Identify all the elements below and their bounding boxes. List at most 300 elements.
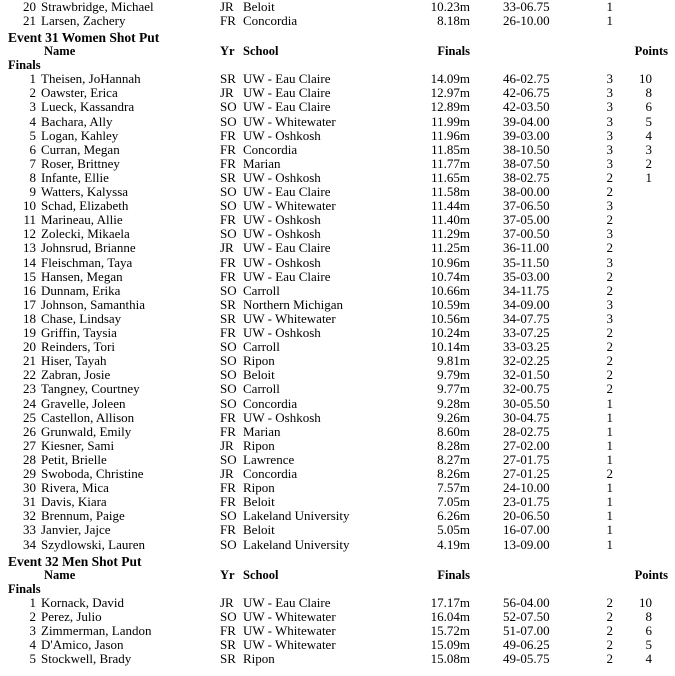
year-cell: JR: [220, 594, 234, 610]
header-points: Points: [634, 567, 668, 582]
finals-mark: 11.29m: [431, 226, 470, 242]
finals-mark: 15.09m: [430, 636, 470, 652]
result-row: [0, 270, 675, 284]
place-cell: 15: [23, 268, 36, 284]
points-cell: 4: [645, 651, 652, 666]
result-row: [0, 523, 675, 537]
year-cell: FR: [220, 480, 236, 496]
athlete-name: Zabran, Josie: [41, 367, 111, 383]
place-cell: 1: [29, 71, 36, 87]
result-row: [0, 100, 675, 114]
athlete-name: Szydlowski, Lauren: [41, 536, 145, 552]
finals-mark: 11.85m: [431, 141, 470, 157]
school-cell: Lakeland University: [243, 536, 350, 552]
athlete-name: Roser, Brittney: [41, 155, 120, 171]
athlete-name: Davis, Kiara: [41, 494, 107, 510]
athlete-name: Stockwell, Brady: [41, 651, 132, 666]
year-cell: SO: [220, 282, 237, 298]
athlete-name: Zolecki, Mikaela: [41, 226, 130, 242]
header-name: Name: [44, 44, 76, 59]
school-cell: Beloit: [243, 522, 275, 538]
school-cell: UW - Whitewater: [243, 113, 336, 129]
result-row: [0, 610, 675, 624]
flight-cell: 1: [606, 409, 613, 425]
school-cell: Ripon: [243, 437, 275, 453]
place-cell: 1: [29, 594, 36, 610]
athlete-name: Griffin, Taysia: [41, 325, 117, 340]
place-cell: 20: [23, 339, 36, 355]
year-cell: FR: [220, 409, 236, 425]
result-row: [0, 652, 675, 666]
school-cell: Ripon: [243, 651, 275, 666]
flight-cell: 2: [606, 339, 613, 355]
english-mark: 13-09.00: [503, 536, 550, 552]
school-cell: Lakeland University: [243, 508, 350, 524]
place-cell: 21: [23, 13, 36, 29]
column-header-row: [0, 568, 675, 582]
english-mark: 49-06.25: [503, 636, 550, 652]
english-mark: 34-07.75: [503, 310, 550, 326]
year-cell: SO: [220, 113, 237, 129]
result-row: [0, 354, 675, 368]
athlete-name: Tangney, Courtney: [41, 381, 140, 397]
athlete-name: Reinders, Tori: [41, 339, 115, 355]
result-row: [0, 241, 675, 255]
athlete-name: Kiesner, Sami: [41, 437, 115, 453]
school-cell: UW - Oshkosh: [243, 325, 321, 340]
year-cell: SR: [220, 71, 236, 87]
result-row: [0, 157, 675, 171]
english-mark: 39-04.00: [503, 113, 550, 129]
points-cell: 6: [645, 622, 652, 638]
english-mark: 39-03.00: [503, 127, 550, 143]
place-cell: 4: [29, 636, 36, 652]
school-cell: UW - Eau Claire: [243, 71, 331, 87]
place-cell: 2: [29, 608, 36, 624]
flight-cell: 1: [606, 494, 613, 510]
place-cell: 10: [23, 198, 36, 214]
event-title: Event 32 Men Shot Put: [8, 553, 142, 569]
points-cell: 4: [645, 127, 652, 143]
school-cell: Marian: [243, 423, 281, 439]
school-cell: Carroll: [243, 339, 280, 355]
flight-cell: 2: [606, 636, 613, 652]
athlete-name: Kornack, David: [41, 594, 125, 610]
place-cell: 17: [23, 296, 36, 312]
flight-cell: 1: [606, 508, 613, 524]
athlete-name: Perez, Julio: [41, 608, 102, 624]
year-cell: JR: [220, 0, 234, 14]
header-finals: Finals: [437, 567, 470, 582]
year-cell: FR: [220, 212, 236, 228]
athlete-name: Hiser, Tayah: [41, 353, 107, 369]
english-mark: 42-06.75: [503, 85, 550, 101]
result-row: [0, 411, 675, 425]
event-title: Event 31 Women Shot Put: [8, 30, 160, 46]
year-cell: SO: [220, 367, 237, 383]
year-cell: FR: [220, 522, 236, 538]
english-mark: 38-00.00: [503, 184, 550, 199]
finals-mark: 11.65m: [431, 169, 470, 185]
english-mark: 37-06.50: [503, 198, 550, 214]
points-cell: 10: [639, 71, 652, 87]
english-mark: 20-06.50: [503, 508, 550, 524]
header-yr: Yr: [220, 44, 235, 59]
place-cell: 32: [23, 508, 36, 524]
finals-mark: 11.96m: [431, 127, 470, 143]
year-cell: FR: [220, 622, 236, 638]
finals-mark: 6.26m: [437, 508, 470, 524]
athlete-name: Johnson, Samanthia: [41, 296, 145, 312]
points-cell: 8: [645, 608, 652, 624]
finals-mark: 10.14m: [430, 339, 470, 355]
school-cell: Ripon: [243, 353, 275, 369]
flight-cell: 3: [606, 226, 613, 242]
result-row: [0, 14, 675, 28]
athlete-name: Curran, Megan: [41, 141, 120, 157]
place-cell: 22: [23, 367, 36, 383]
flight-cell: 1: [606, 437, 613, 453]
school-cell: UW - Eau Claire: [243, 594, 331, 610]
result-row: [0, 256, 675, 270]
place-cell: 8: [29, 169, 36, 185]
school-cell: UW - Eau Claire: [243, 268, 331, 284]
english-mark: 49-05.75: [503, 651, 550, 666]
athlete-name: Theisen, JoHannah: [41, 71, 141, 87]
athlete-name: Oawster, Erica: [41, 85, 118, 101]
result-row: [0, 284, 675, 298]
english-mark: 27-01.25: [503, 466, 550, 481]
result-row: [0, 227, 675, 241]
school-cell: Concordia: [243, 395, 298, 411]
school-cell: UW - Whitewater: [243, 198, 336, 214]
flight-cell: 3: [606, 198, 613, 214]
english-mark: 33-03.25: [503, 339, 550, 355]
english-mark: 38-10.50: [503, 141, 550, 157]
athlete-name: Petit, Brielle: [41, 451, 107, 467]
place-cell: 20: [23, 0, 36, 14]
finals-mark: 9.77m: [437, 381, 470, 397]
school-cell: UW - Eau Claire: [243, 184, 331, 199]
place-cell: 7: [29, 155, 36, 171]
english-mark: 27-01.75: [503, 451, 550, 467]
finals-mark: 17.17m: [430, 594, 470, 610]
english-mark: 37-00.50: [503, 226, 550, 242]
finals-mark: 16.04m: [430, 608, 470, 624]
flight-cell: 2: [606, 282, 613, 298]
year-cell: SO: [220, 608, 237, 624]
year-cell: SO: [220, 198, 237, 214]
place-cell: 34: [23, 536, 36, 552]
english-mark: 42-03.50: [503, 99, 550, 115]
flight-cell: 2: [606, 651, 613, 666]
year-cell: FR: [220, 127, 236, 143]
result-row: [0, 638, 675, 652]
finals-mark: 8.27m: [437, 451, 470, 467]
school-cell: Concordia: [243, 466, 298, 481]
school-cell: UW - Oshkosh: [243, 254, 321, 270]
english-mark: 52-07.50: [503, 608, 550, 624]
finals-mark: 11.99m: [431, 113, 470, 129]
place-cell: 3: [29, 99, 36, 115]
english-mark: 30-05.50: [503, 395, 550, 411]
finals-mark: 8.60m: [437, 423, 470, 439]
english-mark: 51-07.00: [503, 622, 550, 638]
year-cell: SO: [220, 508, 237, 524]
place-cell: 33: [23, 522, 36, 538]
result-row: [0, 425, 675, 439]
school-cell: UW - Oshkosh: [243, 169, 321, 185]
flight-cell: 3: [606, 127, 613, 143]
finals-mark: 8.28m: [437, 437, 470, 453]
place-cell: 11: [23, 212, 36, 228]
result-row: [0, 495, 675, 509]
year-cell: SO: [220, 184, 237, 199]
finals-mark: 11.58m: [431, 184, 470, 199]
finals-mark: 9.81m: [437, 353, 470, 369]
place-cell: 21: [23, 353, 36, 369]
place-cell: 18: [23, 310, 36, 326]
result-row: [0, 213, 675, 227]
english-mark: 35-03.00: [503, 268, 550, 284]
place-cell: 27: [23, 437, 36, 453]
school-cell: Carroll: [243, 381, 280, 397]
english-mark: 28-02.75: [503, 423, 550, 439]
athlete-name: Logan, Kahley: [41, 127, 119, 143]
english-mark: 34-09.00: [503, 296, 550, 312]
year-cell: FR: [220, 254, 236, 270]
flight-cell: 2: [606, 353, 613, 369]
result-row: [0, 115, 675, 129]
flight-cell: 1: [606, 480, 613, 496]
finals-mark: 12.97m: [430, 85, 470, 101]
english-mark: 16-07.00: [503, 522, 550, 538]
english-mark: 46-02.75: [503, 71, 550, 87]
flight-cell: 2: [606, 184, 613, 199]
header-points: Points: [634, 44, 668, 59]
athlete-name: Lueck, Kassandra: [41, 99, 135, 115]
column-header-row: [0, 44, 675, 58]
school-cell: Lawrence: [243, 451, 295, 467]
english-mark: 35-11.50: [503, 254, 550, 270]
athlete-name: Johnsrud, Brianne: [41, 240, 136, 256]
athlete-name: Swoboda, Christine: [41, 466, 144, 481]
school-cell: UW - Whitewater: [243, 622, 336, 638]
flight-cell: 1: [606, 13, 613, 29]
school-cell: UW - Oshkosh: [243, 212, 321, 228]
place-cell: 28: [23, 451, 36, 467]
english-mark: 33-06.75: [503, 0, 550, 14]
year-cell: FR: [220, 423, 236, 439]
year-cell: FR: [220, 155, 236, 171]
flight-cell: 3: [606, 71, 613, 87]
english-mark: 32-02.25: [503, 353, 550, 369]
athlete-name: Hansen, Megan: [41, 268, 123, 284]
points-cell: 1: [645, 169, 652, 185]
flight-cell: 2: [606, 381, 613, 397]
finals-mark: 10.66m: [430, 282, 470, 298]
school-cell: UW - Oshkosh: [243, 409, 321, 425]
year-cell: SR: [220, 169, 236, 185]
points-cell: 5: [645, 113, 652, 129]
place-cell: 4: [29, 113, 36, 129]
points-cell: 10: [639, 594, 652, 610]
finals-mark: 10.56m: [430, 310, 470, 326]
year-cell: FR: [220, 325, 236, 340]
school-cell: Beloit: [243, 367, 275, 383]
flight-cell: 2: [606, 466, 613, 481]
year-cell: SR: [220, 651, 236, 666]
header-finals: Finals: [437, 44, 470, 59]
school-cell: Marian: [243, 155, 281, 171]
place-cell: 9: [29, 184, 36, 199]
athlete-name: Dunnam, Erika: [41, 282, 121, 298]
place-cell: 6: [29, 141, 36, 157]
section-label: Finals: [8, 581, 41, 596]
place-cell: 3: [29, 622, 36, 638]
result-row: [0, 0, 675, 14]
header-school: School: [243, 567, 279, 582]
year-cell: FR: [220, 268, 236, 284]
finals-mark: 14.09m: [430, 71, 470, 87]
athlete-name: Infante, Ellie: [41, 169, 109, 185]
finals-mark: 9.79m: [437, 367, 470, 383]
school-cell: UW - Oshkosh: [243, 127, 321, 143]
place-cell: 25: [23, 409, 36, 425]
flight-cell: 2: [606, 608, 613, 624]
place-cell: 19: [23, 325, 36, 340]
result-row: [0, 596, 675, 610]
place-cell: 16: [23, 282, 36, 298]
finals-mark: 5.05m: [437, 522, 470, 538]
place-cell: 2: [29, 85, 36, 101]
flight-cell: 3: [606, 99, 613, 115]
finals-mark: 11.77m: [431, 155, 470, 171]
english-mark: 33-07.25: [503, 325, 550, 340]
school-cell: UW - Whitewater: [243, 310, 336, 326]
school-cell: Concordia: [243, 13, 298, 29]
flight-cell: 3: [606, 155, 613, 171]
athlete-name: Watters, Kalyssa: [41, 184, 129, 199]
place-cell: 30: [23, 480, 36, 496]
result-row: [0, 481, 675, 495]
finals-mark: 8.26m: [437, 466, 470, 481]
athlete-name: Marineau, Allie: [41, 212, 123, 228]
header-name: Name: [44, 567, 76, 582]
athlete-name: Strawbridge, Michael: [41, 0, 154, 14]
result-row: [0, 467, 675, 481]
flight-cell: 3: [606, 113, 613, 129]
english-mark: 37-05.00: [503, 212, 550, 228]
result-row: [0, 538, 675, 552]
english-mark: 24-10.00: [503, 480, 550, 496]
athlete-name: Zimmerman, Landon: [41, 622, 152, 638]
place-cell: 12: [23, 226, 36, 242]
school-cell: Beloit: [243, 494, 275, 510]
place-cell: 23: [23, 381, 36, 397]
finals-mark: 15.08m: [430, 651, 470, 666]
school-cell: UW - Eau Claire: [243, 240, 331, 256]
school-cell: Carroll: [243, 282, 280, 298]
year-cell: JR: [220, 437, 234, 453]
year-cell: SO: [220, 536, 237, 552]
flight-cell: 3: [606, 310, 613, 326]
flight-cell: 3: [606, 254, 613, 270]
finals-mark: 15.72m: [430, 622, 470, 638]
flight-cell: 1: [606, 395, 613, 411]
english-mark: 34-11.75: [503, 282, 550, 298]
athlete-name: D'Amico, Jason: [41, 636, 124, 652]
school-cell: Beloit: [243, 0, 275, 14]
finals-mark: 10.59m: [430, 296, 470, 312]
english-mark: 27-02.00: [503, 437, 550, 453]
year-cell: SO: [220, 451, 237, 467]
flight-cell: 3: [606, 141, 613, 157]
year-cell: FR: [220, 13, 236, 29]
place-cell: 24: [23, 395, 36, 411]
year-cell: SO: [220, 339, 237, 355]
flight-cell: 2: [606, 594, 613, 610]
athlete-name: Gravelle, Joleen: [41, 395, 126, 411]
finals-mark: 7.57m: [437, 480, 470, 496]
result-row: [0, 72, 675, 86]
finals-mark: 11.44m: [431, 198, 470, 214]
points-cell: 6: [645, 99, 652, 115]
finals-mark: 10.23m: [430, 0, 470, 14]
athlete-name: Brennum, Paige: [41, 508, 125, 524]
finals-mark: 11.25m: [431, 240, 470, 256]
finals-mark: 12.89m: [430, 99, 470, 115]
points-cell: 3: [645, 141, 652, 157]
year-cell: JR: [220, 466, 234, 481]
flight-cell: 3: [606, 85, 613, 101]
school-cell: Concordia: [243, 141, 298, 157]
place-cell: 5: [29, 651, 36, 666]
flight-cell: 1: [606, 423, 613, 439]
result-row: [0, 397, 675, 411]
result-row: [0, 129, 675, 143]
flight-cell: 2: [606, 212, 613, 228]
header-school: School: [243, 44, 279, 59]
year-cell: SR: [220, 636, 236, 652]
result-row: [0, 171, 675, 185]
points-cell: 8: [645, 85, 652, 101]
result-row: [0, 382, 675, 396]
result-row: [0, 312, 675, 326]
flight-cell: 1: [606, 451, 613, 467]
year-cell: FR: [220, 141, 236, 157]
school-cell: Northern Michigan: [243, 296, 344, 312]
flight-cell: 1: [606, 522, 613, 538]
school-cell: UW - Eau Claire: [243, 85, 331, 101]
athlete-name: Rivera, Mica: [41, 480, 109, 496]
athlete-name: Larsen, Zachery: [41, 13, 126, 29]
year-cell: SO: [220, 226, 237, 242]
english-mark: 36-11.00: [503, 240, 550, 256]
finals-mark: 7.05m: [437, 494, 470, 510]
finals-mark: 10.24m: [430, 325, 470, 340]
athlete-name: Castellon, Allison: [41, 409, 135, 425]
finals-mark: 8.18m: [437, 13, 470, 29]
flight-cell: 1: [606, 0, 613, 14]
result-row: [0, 185, 675, 199]
year-cell: FR: [220, 494, 236, 510]
athlete-name: Bachara, Ally: [41, 113, 113, 129]
points-cell: 2: [645, 155, 652, 171]
flight-cell: 3: [606, 296, 613, 312]
flight-cell: 2: [606, 169, 613, 185]
place-cell: 31: [23, 494, 36, 510]
